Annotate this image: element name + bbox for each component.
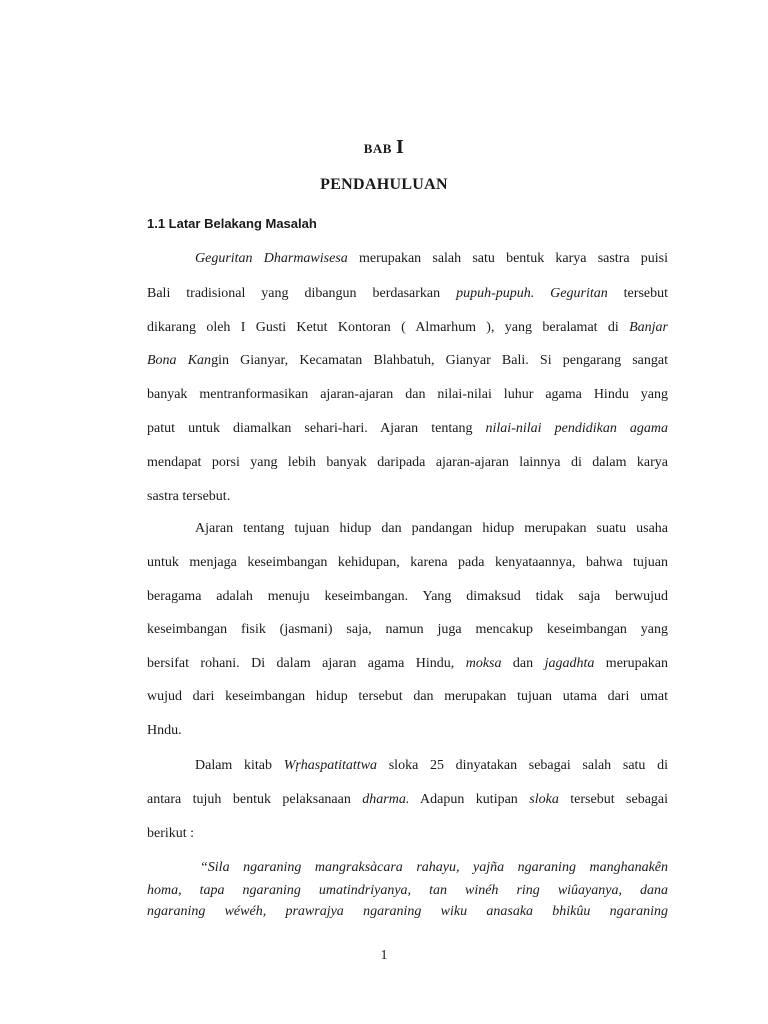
line-text: sloka 25 dinyatakan sebagai salah satu di (377, 758, 668, 773)
italic-term: pupuh-pupuh. (456, 286, 535, 301)
line-text: merupakan (594, 656, 669, 671)
italic-term: Geguritan Dharmawisesa (195, 251, 348, 266)
paragraph-line: mendapat porsi yang lebih banyak daripada ajaran-ajaran lainnya di dalam karya (147, 455, 668, 470)
paragraph-line (147, 421, 668, 437)
quote-line: “Sila ngaraning mangraksàcara rahayu, yajña ngaraning manghanakên (200, 860, 668, 875)
paragraph-line (147, 656, 668, 672)
line-text (534, 286, 550, 301)
italic-term: dharma. (362, 792, 410, 807)
chapter-label: BAB (363, 141, 392, 156)
quote-line: ngaraning wéwéh, prawrajya ngaraning wiku anasaka bhikûu ngaraning (147, 904, 668, 919)
paragraph-line: wujud dari keseimbangan hidup tersebut dan merupakan tujuan utama dari umat (147, 689, 668, 704)
paragraph-line (147, 353, 668, 369)
line-text: bersifat rohani. Di dalam ajaran agama Hindu, (147, 656, 466, 671)
italic-term: sloka (529, 792, 559, 807)
line-text: dan (501, 656, 545, 671)
line-text: merupakan salah satu bentuk karya sastra puisi (347, 251, 668, 266)
chapter-number: I (395, 136, 405, 158)
paragraph-line (195, 251, 668, 267)
italic-term: Bona Kan (147, 353, 212, 368)
line-text: tersebut sebagai (558, 792, 669, 807)
italic-term: nilai-nilai pendidikan agama (485, 421, 668, 436)
paragraph-line: sastra tersebut. (147, 489, 231, 504)
italic-term: Geguritan (550, 286, 608, 301)
paragraph-line: Hndu. (147, 723, 182, 738)
paragraph-line: Ajaran tentang tujuan hidup dan pandangan hidup merupakan suatu usaha (195, 521, 668, 536)
section-title: 1.1 Latar Belakang Masalah (147, 216, 317, 231)
paragraph-line (147, 320, 668, 336)
paragraph-line (147, 792, 668, 808)
paragraph-line (147, 286, 668, 302)
paragraph-line: beragama adalah menuju keseimbangan. Yang dimaksud tidak saja berwujud (147, 589, 668, 604)
paragraph-line: berikut : (147, 826, 195, 841)
quote-line: homa, tapa ngaraning umatindriyanya, tan winéh ring wiûayanya, dana (147, 883, 668, 898)
italic-term: Banjar (629, 320, 668, 335)
page-number: 1 (380, 948, 388, 963)
line-text: Dalam kitab (195, 758, 284, 773)
chapter-heading (0, 136, 768, 159)
paragraph-line: banyak mentranformasikan ajaran-ajaran dan nilai-nilai luhur agama Hindu yang (147, 387, 668, 402)
italic-term: jagadhta (544, 656, 595, 671)
paragraph-line (195, 758, 668, 774)
paragraph-line: keseimbangan fisik (jasmani) saja, namun juga mencakup keseimbangan yang (147, 622, 668, 637)
line-text: tersebut (607, 286, 668, 301)
line-text: Adapun kutipan (409, 792, 530, 807)
line-text: gin Gianyar, Kecamatan Blahbatuh, Gianyar Bali. Si pengarang sangat (211, 353, 668, 368)
line-text: patut untuk diamalkan sehari-hari. Ajaran tentang (147, 421, 486, 436)
italic-term: moksa (465, 656, 502, 671)
paragraph-line: untuk menjaga keseimbangan kehidupan, karena pada kenyataannya, bahwa tujuan (147, 555, 668, 570)
chapter-title: PENDAHULUAN (320, 176, 448, 193)
line-text: dikarang oleh I Gusti Ketut Kontoran ( Almarhum ), yang beralamat di (147, 320, 630, 335)
line-text: Bali tradisional yang dibangun berdasarkan (147, 286, 457, 301)
italic-term: Wŗhaspatitattwa (283, 758, 378, 773)
line-text: antara tujuh bentuk pelaksanaan (147, 792, 363, 807)
